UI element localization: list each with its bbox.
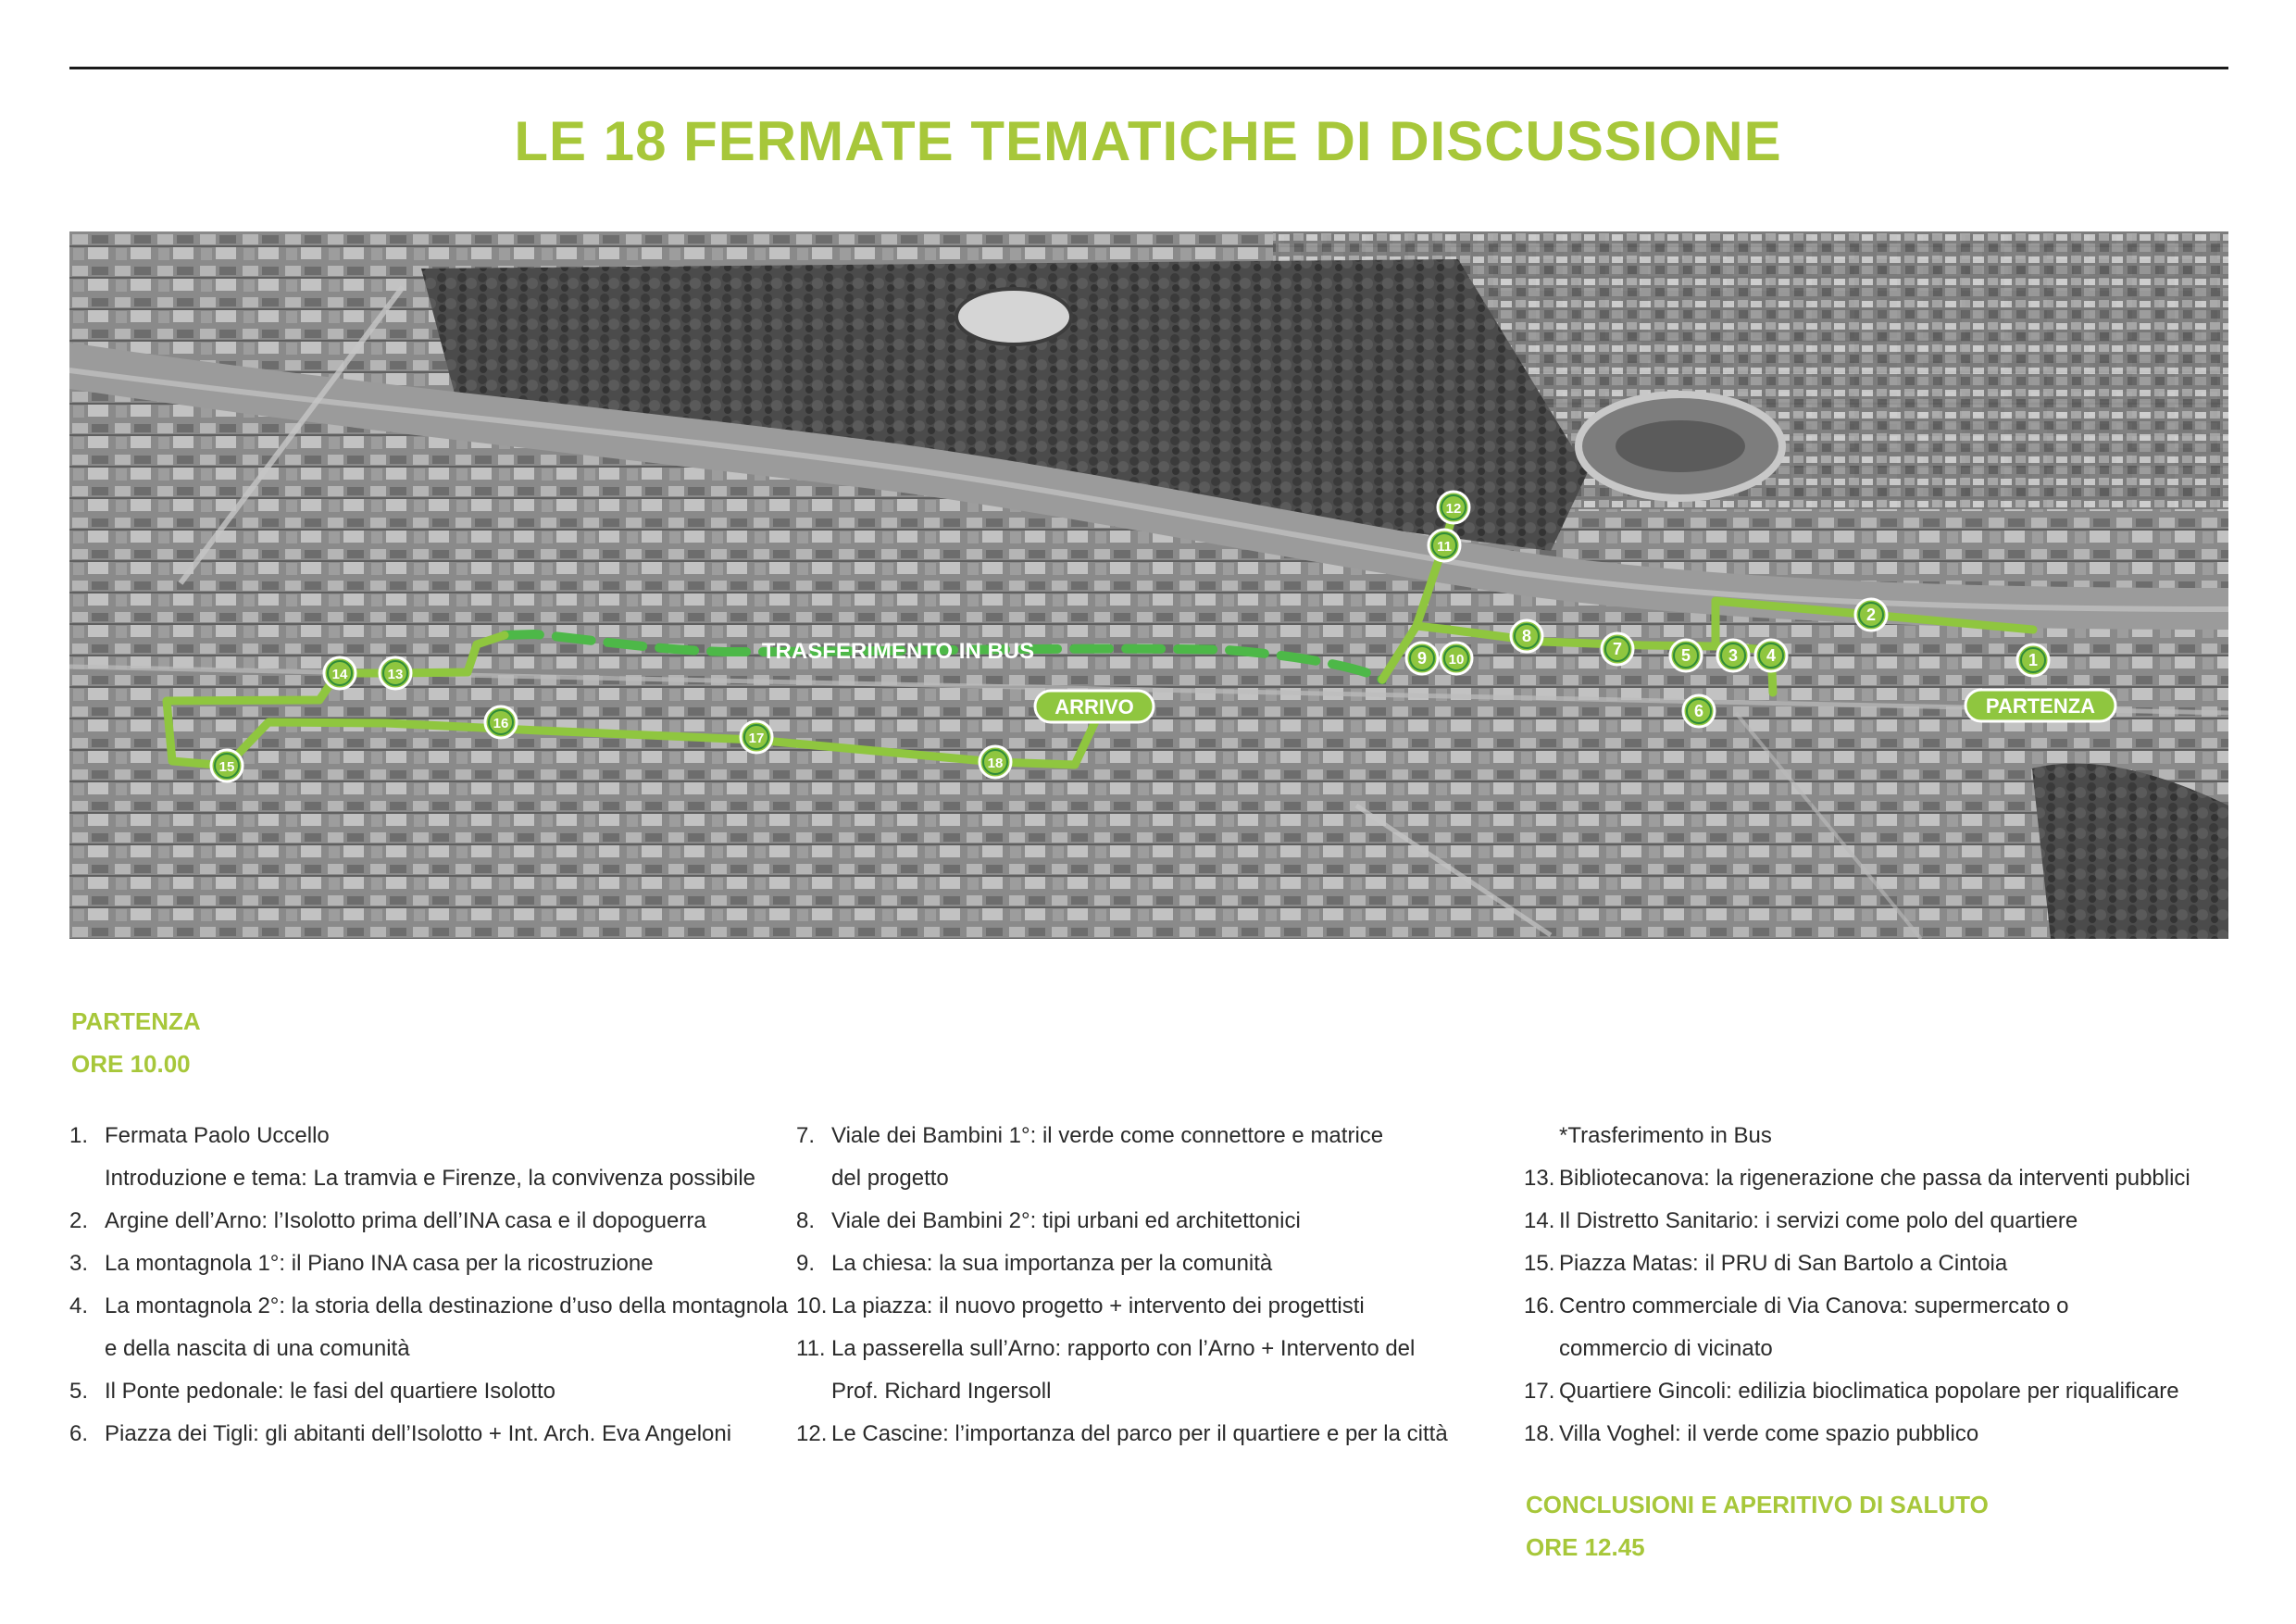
stop-text-continued: commercio di vicinato: [1559, 1336, 1773, 1361]
list-item: [1524, 1370, 2190, 1413]
list-item: [1524, 1200, 2190, 1243]
stop-number: 6.: [69, 1421, 89, 1446]
stop-marker-9[interactable]: [1406, 643, 1438, 674]
stop-text: Villa Voghel: il verde come spazio pubblico: [1559, 1421, 1979, 1446]
marker-label: 17: [748, 731, 765, 746]
list-item: [796, 1285, 1448, 1328]
arrival-label: ARRIVO: [1054, 695, 1134, 718]
list-item: [1524, 1413, 2190, 1455]
stop-marker-5[interactable]: [1670, 640, 1702, 671]
list-item: [1524, 1243, 2190, 1285]
stop-text: Quartiere Gincoli: edilizia bioclimatica popolare per riqualificare: [1559, 1379, 2179, 1404]
stop-text: La piazza: il nuovo progetto + intervento dei progettisti: [831, 1293, 1365, 1318]
stop-number: 16.: [1524, 1293, 1555, 1318]
stops-column-2: [796, 1115, 1448, 1455]
marker-label: 10: [1448, 652, 1465, 668]
marker-label: 14: [331, 667, 348, 682]
stop-text: Piazza dei Tigli: gli abitanti dell’Isolotto + Int. Arch. Eva Angeloni: [105, 1421, 732, 1446]
end-time: ORE 12.45: [1526, 1533, 1645, 1561]
marker-label: 2: [1866, 606, 1877, 624]
stops-column-3: [1524, 1115, 2190, 1455]
stop-number: 3.: [69, 1251, 89, 1276]
marker-label: 3: [1728, 646, 1739, 665]
marker-label: 18: [987, 756, 1004, 771]
bus-transfer-label: TRASFERIMENTO IN BUS: [761, 639, 1035, 664]
start-time: ORE 10.00: [71, 1050, 191, 1078]
list-item: [69, 1115, 788, 1157]
stop-number: 15.: [1524, 1251, 1555, 1276]
stop-number: 14.: [1524, 1208, 1555, 1233]
marker-label: 9: [1416, 649, 1428, 668]
stop-text: Piazza Matas: il PRU di San Bartolo a Cintoia: [1559, 1251, 2008, 1276]
stop-text: Fermata Paolo Uccello: [105, 1123, 330, 1148]
stadium: [956, 289, 1071, 344]
marker-label: 4: [1766, 646, 1777, 665]
aerial-route-map[interactable]: [69, 231, 2228, 939]
marker-label: 8: [1521, 627, 1532, 645]
stop-marker-7[interactable]: [1602, 633, 1633, 665]
end-heading: CONCLUSIONI E APERITIVO DI SALUTO: [1526, 1491, 1989, 1518]
stop-number: 12.: [796, 1421, 828, 1446]
stop-text-continued: Prof. Richard Ingersoll: [831, 1379, 1052, 1404]
marker-label: 6: [1693, 702, 1704, 720]
stop-number: 18.: [1524, 1421, 1555, 1446]
stop-text: Il Ponte pedonale: le fasi del quartiere Isolotto: [105, 1379, 555, 1404]
route-map-svg: [69, 231, 2228, 939]
stop-text: Bibliotecanova: la rigenerazione che passa da interventi pubblici: [1559, 1166, 2190, 1191]
stop-text: La passerella sull’Arno: rapporto con l’Arno + Intervento del: [831, 1336, 1416, 1361]
stop-text: La chiesa: la sua importanza per la comunità: [831, 1251, 1273, 1276]
marker-label: 11: [1437, 539, 1452, 555]
start-heading: PARTENZA: [71, 1007, 201, 1035]
stop-marker-4[interactable]: [1755, 640, 1787, 671]
end-block: [1526, 1483, 1989, 1568]
stop-text: La montagnola 1°: il Piano INA casa per la ricostruzione: [105, 1251, 654, 1276]
list-item: [69, 1370, 788, 1413]
list-item: [69, 1285, 788, 1328]
stop-number: 11.: [796, 1336, 826, 1361]
marker-label: 1: [2028, 651, 2039, 669]
list-item: [796, 1328, 1448, 1370]
list-item: [796, 1413, 1448, 1455]
stop-number: 9.: [796, 1251, 816, 1276]
marker-label: 13: [387, 667, 404, 682]
stop-text: Le Cascine: l’importanza del parco per il quartiere e per la città: [831, 1421, 1448, 1446]
stop-text: Argine dell’Arno: l’Isolotto prima dell’INA casa e il dopoguerra: [105, 1208, 706, 1233]
stop-number: 7.: [796, 1123, 816, 1148]
stop-marker-18[interactable]: [980, 746, 1011, 778]
bus-transfer-note: *Trasferimento in Bus: [1559, 1123, 1772, 1148]
stop-marker-17[interactable]: [741, 721, 772, 753]
list-item: [69, 1413, 788, 1455]
stop-marker-14[interactable]: [324, 657, 356, 689]
marker-label: 5: [1680, 646, 1691, 665]
stop-marker-13[interactable]: [380, 657, 411, 689]
stop-text: Viale dei Bambini 2°: tipi urbani ed architettonici: [831, 1208, 1301, 1233]
stop-marker-10[interactable]: [1441, 643, 1472, 674]
stop-marker-16[interactable]: [485, 706, 517, 738]
stop-number: 5.: [69, 1379, 89, 1404]
stop-text-continued: Introduzione e tema: La tramvia e Firenze, la convivenza possibile: [105, 1166, 756, 1191]
marker-label: 7: [1612, 640, 1623, 658]
stop-marker-2[interactable]: [1855, 599, 1887, 631]
list-item: [1524, 1157, 2190, 1200]
stop-marker-12[interactable]: [1438, 492, 1469, 523]
stop-number: 13.: [1524, 1166, 1555, 1191]
stop-text: Viale dei Bambini 1°: il verde come connettore e matrice: [831, 1123, 1384, 1148]
stop-number: 2.: [69, 1208, 89, 1233]
marker-label: 12: [1445, 501, 1462, 517]
marker-label: 16: [493, 716, 509, 731]
stop-number: 8.: [796, 1208, 816, 1233]
list-item: [69, 1243, 788, 1285]
stop-marker-6[interactable]: [1683, 695, 1715, 727]
stop-text-continued: del progetto: [831, 1166, 949, 1191]
stop-text-continued: e della nascita di una comunità: [105, 1336, 410, 1361]
top-rule: [69, 67, 2228, 69]
stop-marker-3[interactable]: [1717, 640, 1749, 671]
start-label: PARTENZA: [1985, 694, 2096, 718]
stop-number: 1.: [69, 1123, 89, 1148]
stop-marker-1[interactable]: [2017, 644, 2049, 676]
stop-marker-15[interactable]: [211, 750, 243, 781]
marker-label: 15: [218, 759, 235, 775]
start-block: [71, 1000, 201, 1085]
stop-text: Centro commerciale di Via Canova: supermercato o: [1559, 1293, 2069, 1318]
list-item: [69, 1200, 788, 1243]
stop-number: 10.: [796, 1293, 828, 1318]
racetrack-infield: [1616, 420, 1745, 472]
list-item: [796, 1200, 1448, 1243]
list-item: [1524, 1285, 2190, 1328]
start-badge[interactable]: [1965, 690, 2115, 721]
list-item: [796, 1243, 1448, 1285]
page-title: LE 18 FERMATE TEMATICHE DI DISCUSSIONE: [514, 110, 1782, 172]
arrival-badge[interactable]: [1035, 691, 1154, 722]
stop-marker-8[interactable]: [1511, 620, 1542, 652]
stop-marker-11[interactable]: [1429, 530, 1460, 561]
stops-column-1: [69, 1115, 788, 1455]
stop-text: La montagnola 2°: la storia della destinazione d’uso della montagnola: [105, 1293, 789, 1318]
stop-number: 4.: [69, 1293, 89, 1318]
stop-text: Il Distretto Sanitario: i servizi come polo del quartiere: [1559, 1208, 2078, 1233]
stop-number: 17.: [1524, 1379, 1555, 1404]
list-item: [796, 1115, 1448, 1157]
